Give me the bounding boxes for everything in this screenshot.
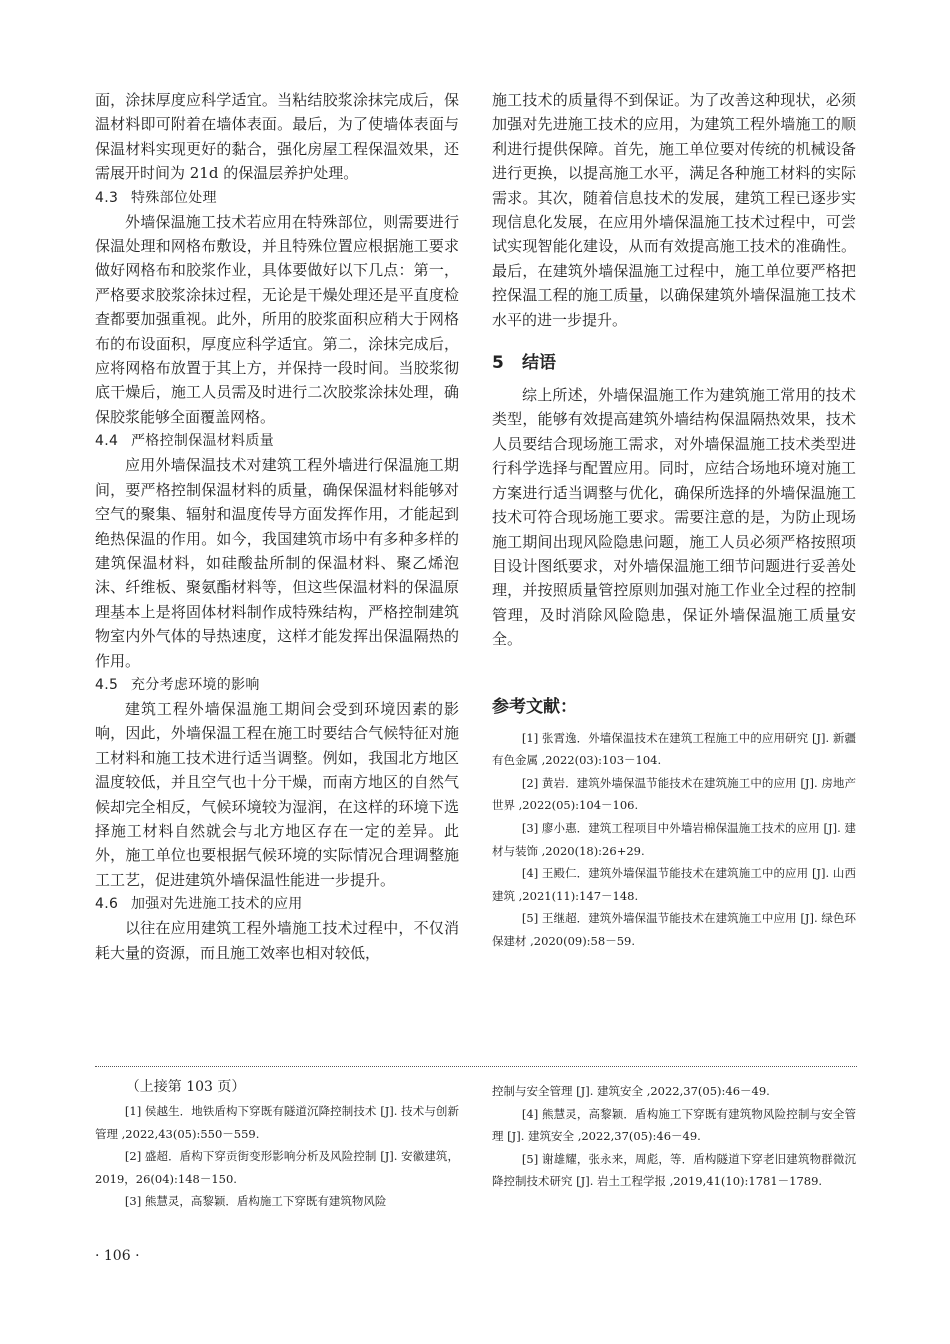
reference-item: [4] 熊慧灵，高黎颖．盾构施工下穿既有建筑物风险控制与安全管理 [J]. 建筑安全 ,2022,37(05):46－49.: [492, 1106, 856, 1144]
dotted-divider: [95, 1066, 857, 1067]
section-title: 特殊部位处理: [131, 189, 217, 206]
continued-refs-right: [492, 1080, 856, 1193]
left-column: [95, 88, 459, 965]
right-column: [492, 88, 856, 952]
paragraph: 建筑工程外墙保温施工期间会受到环境因素的影响，因此，外墙保温工程在施工时要结合气候特征对施工材料和施工技术进行适当调整。例如，我国北方地区温度较低，并且空气也十分干燥，而南方地区的自然气候却完全相反，气候环境较为湿润，在这样的环境下选择施工材料自然就会与北方地区存在一定的差异。此外，施工单位也要根据气候环境的实际情况合理调整施工工艺，促进建筑外墙保温性能进一步提升。: [95, 699, 459, 889]
section-heading-4-4: [95, 429, 459, 453]
paragraph: 综上所述，外墙保温施工作为建筑施工常用的技术类型，能够有效提高建筑外墙结构保温隔热效果，技术人员要结合现场施工需求，对外墙保温施工技术类型进行科学选择与配置应用。同时，应结合场地环境对施工方案进行适当调整与优化，确保所选择的外墙保温施工技术可符合现场施工要求。需要注意的是，为防止现场施工期间出现风险隐患问题，施工人员必须严格按照项目设计图纸要求，对外墙保温施工细节问题进行妥善处理，并按照质量管控原则加强对施工作业全过程的控制管理，及时消除风险隐患，保证外墙保温施工质量安全。: [492, 386, 856, 649]
section-heading-4-5: [95, 673, 459, 697]
section-heading-4-6: [95, 892, 459, 916]
references-heading: 参考文献：: [492, 696, 577, 717]
paragraph: 施工技术的质量得不到保证。为了改善这种现状，必须加强对先进施工技术的应用，为建筑工程外墙施工的顺利进行提供保障。首先，施工单位要对传统的机械设备进行更换，以提高施工水平，满足各种施工材料的实际需求。其次，随着信息技术的发展，建筑工程已逐步实现信息化发展，在应用外墙保温施工技术过程中，可尝试实现智能化建设，从而有效提高施工技术的准确性。最后，在建筑外墙保温施工过程中，施工单位要严格把控保温工程的施工质量，以确保建筑外墙保温施工技术水平的进一步提升。: [492, 91, 856, 329]
section-number: 4.3: [95, 189, 119, 206]
paragraph: 面，涂抹厚度应科学适宜。当粘结胶浆涂抹完成后，保温材料即可附着在墙体表面。最后，为了使墙体表面与保温材料实现更好的黏合，强化房屋工程保温效果，还需展开时间为 21d 的保温层养护处理。: [95, 91, 459, 183]
reference-item: [3] 熊慧灵，高黎颖．盾构施工下穿既有建筑物风险: [124, 1194, 387, 1209]
reference-item: [2] 盛超．盾构下穿贡街变形影响分析及风险控制 [J]. 安徽建筑，2019，26(04):148－150.: [95, 1149, 459, 1186]
section-number: 4.4: [95, 433, 119, 450]
reference-continuation: 控制与安全管理 [J]. 建筑安全 ,2022,37(05):46－49.: [492, 1084, 770, 1098]
continued-refs-left: [95, 1076, 459, 1213]
reference-item: [5] 谢雄耀，张永来，周彪，等．盾构隧道下穿老旧建筑物群微沉降控制技术研究 [J]. 岩土工程学报 ,2019,41(10):1781－1789.: [492, 1151, 856, 1189]
reference-item: [3] 廖小惠．建筑工程项目中外墙岩棉保温施工技术的应用 [J]. 建材与装饰 ,2020(18):26+29.: [492, 820, 856, 858]
page-number: · 106 ·: [95, 1248, 140, 1264]
reference-item: [4] 王殿仁．建筑外墙保温节能技术在建筑施工中的应用 [J]. 山西建筑 ,2021(11):147－148.: [492, 866, 856, 903]
section-heading-5: [492, 348, 856, 373]
paragraph: 以往在应用建筑工程外墙施工技术过程中，不仅消耗大量的资源，而且施工效率也相对较低，: [95, 919, 459, 962]
paragraph: 应用外墙保温技术对建筑工程外墙进行保温施工期间，要严格控制保温材料的质量，确保保温材料能够对空气的聚集、辐射和温度传导方面发挥作用，才能起到绝热保温的作用。如今，我国建筑市场中有多种多样的建筑保温材料，如硅酸盐所制的保温材料、聚乙烯泡沫、纤维板、聚氨酯材料等，但这些保温材料的保温原理基本上是将固体材料制作成特殊结构，严格控制建筑物室内外气体的导热速度，这样才能发挥出保温隔热的作用。: [95, 456, 459, 670]
section-number: 4.6: [95, 896, 119, 913]
section-heading-4-3: [95, 186, 459, 210]
continued-note: （上接第 103 页）: [125, 1079, 246, 1095]
section-title: 充分考虑环境的影响: [131, 676, 260, 693]
section-number: 5: [492, 353, 504, 374]
reference-item: [2] 黄岩．建筑外墙保温节能技术在建筑施工中的应用 [J]. 房地产世界 ,2022(05):104－106.: [492, 775, 856, 813]
section-title: 结语: [522, 353, 556, 374]
paragraph: 外墙保温施工技术若应用在特殊部位，则需要进行保温处理和网格布敷设，并且特殊位置应根据施工要求做好网格布和胶浆作业，具体要做好以下几点：第一，严格要求胶浆涂抹过程，无论是干燥处理还是平直度检查都要加强重视。此外，所用的胶浆面积应稍大于网格布的布设面积，厚度应科学适宜。第二，涂抹完成后，应将网格布放置于其上方，并保持一段时间。当胶浆彻底干燥后，施工人员需及时进行二次胶浆涂抹处理，确保胶浆能够全面覆盖网格。: [95, 212, 459, 426]
section-title: 加强对先进施工技术的应用: [131, 896, 303, 913]
reference-item: [5] 王继超．建筑外墙保温节能技术在建筑施工中应用 [J]. 绿色环保建材 ,2020(09):58－59.: [492, 911, 856, 948]
reference-item: [1] 张霄逸．外墙保温技术在建筑工程施工中的应用研究 [J]. 新疆有色金属 ,2022(03):103－104.: [492, 730, 856, 768]
reference-item: [1] 侯越生．地铁盾构下穿既有隧道沉降控制技术 [J]. 技术与创新管理 ,2022,43(05):550－559.: [95, 1104, 459, 1141]
section-title: 严格控制保温材料质量: [131, 433, 274, 450]
section-number: 4.5: [95, 676, 119, 693]
